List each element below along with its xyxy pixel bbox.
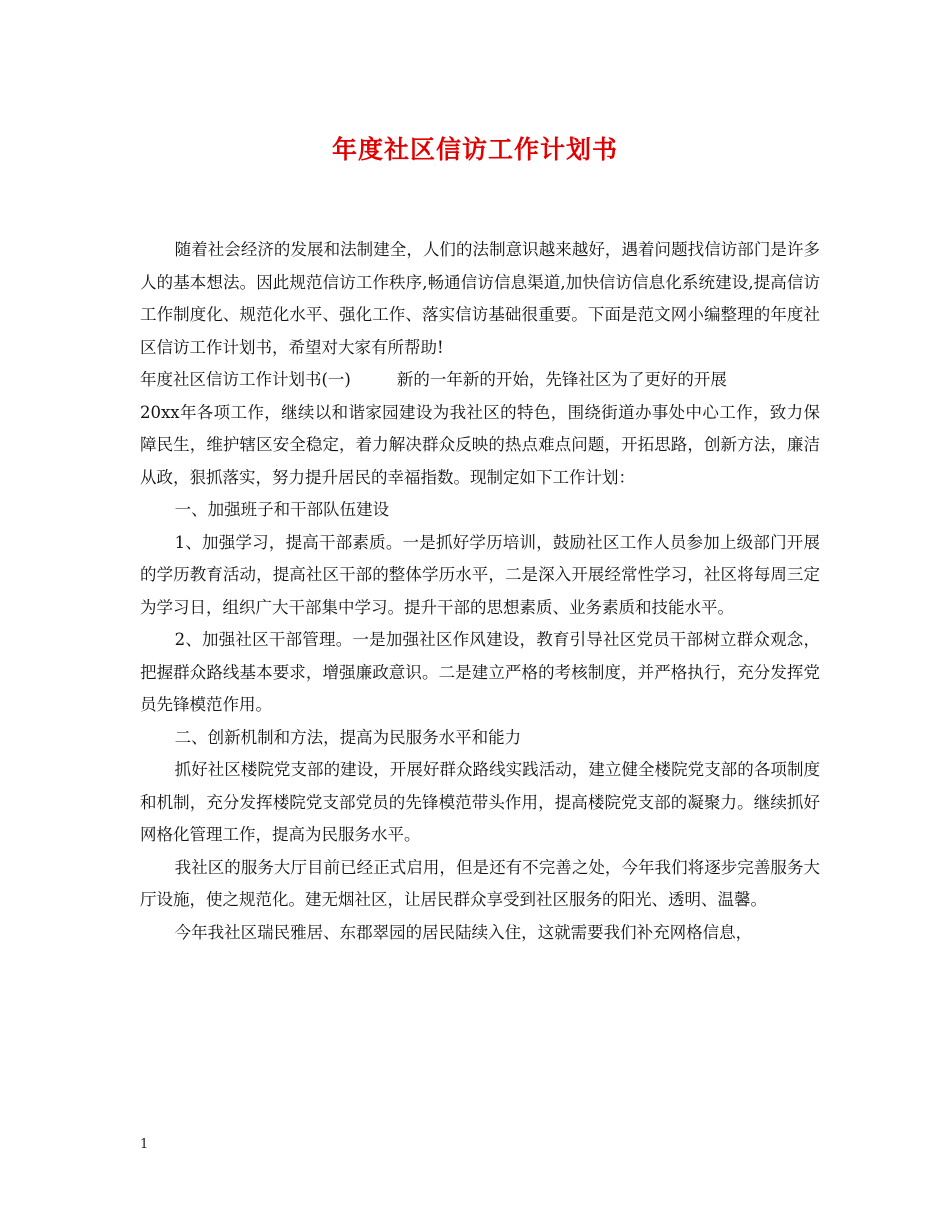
body-paragraph-residents: 今年我社区瑞民雅居、东郡翠园的居民陆续入住，这就需要我们补充网格信息， [174, 922, 753, 942]
section-line [140, 364, 820, 397]
page-number: 1 [140, 1137, 149, 1152]
document-title: 年度社区信访工作计划书 [331, 135, 618, 164]
body-paragraph-study: 1、加强学习，提高干部素质。一是抓好学历培训，鼓励社区工作人员参加上级部门开展的学历教育活动，提高社区干部的整体学历水平，二是深入开展经常性学习，社区将每周三定为学习日，组织广大干部集中学习。提升干部的思想素质、业务素质和技能水平。 [140, 532, 820, 617]
heading-innovation: 二、创新机制和方法，提高为民服务水平和能力 [174, 727, 522, 747]
section-heading: 年度社区信访工作计划书(一) [140, 370, 351, 389]
section-lead: 新的一年新的开始，先锋社区为了更好的开展 [396, 370, 727, 389]
intro-paragraph: 随着社会经济的发展和法制建全，人们的法制意识越来越好，遇着问题找信访部门是许多人的基本想法。因此规范信访工作秩序,畅通信访信息渠道,加快信访信息化系统建设,提高信访工作制度化、规范化水平、强化工作、落实信访基础很重要。下面是范文网小编整理的年度社区信访工作计划书，希望对大家有所帮助! [140, 240, 820, 357]
heading-team-building: 一、加强班子和干部队伍建设 [174, 500, 390, 519]
body-paragraph-party-branch: 抓好社区楼院党支部的建设，开展好群众路线实践活动，建立健全楼院党支部的各项制度和机制，充分发挥楼院党支部党员的先锋模范带头作用，提高楼院党支部的凝聚力。继续抓好网格化管理工作，提高为民服务水平。 [140, 760, 820, 844]
body-paragraph-management: 2、加强社区干部管理。一是加强社区作风建设，教育引导社区党员干部树立群众观念，把握群众路线基本要求，增强廉政意识。二是建立严格的考核制度，并严格执行，充分发挥党员先锋模范作用。 [140, 630, 820, 714]
document-body [140, 234, 820, 949]
body-paragraph-service-hall: 我社区的服务大厅目前已经正式启用，但是还有不完善之处，今年我们将逐步完善服务大厅设施，使之规范化。建无烟社区，让居民群众享受到社区服务的阳光、透明、温馨。 [140, 857, 820, 909]
body-paragraph-plan: 20xx年各项工作，继续以和谐家园建设为我社区的特色，围绕街道办事处中心工作，致力保障民生，维护辖区安全稳定，着力解决群众反映的热点难点问题，开拓思路，创新方法，廉洁从政，狠抓落实，努力提升居民的幸福指数。现制定如下工作计划： [140, 402, 820, 487]
